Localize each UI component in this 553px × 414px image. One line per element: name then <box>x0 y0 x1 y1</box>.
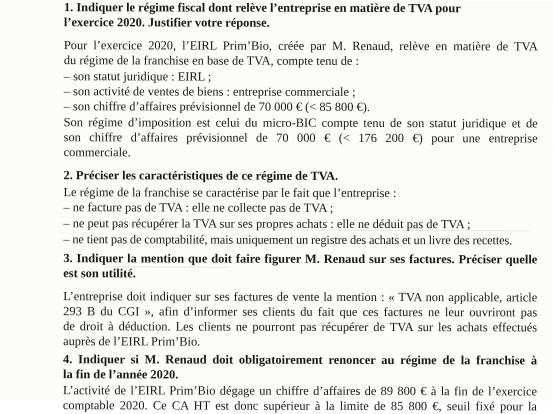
answer-1-paragraph: Pour l’exercice 2020, l’EIRL Prim’Bio, créée par M. Renaud, relève en matière de TVA <box>63 38 538 54</box>
question-2-title: 2. Préciser les caractéristiques de ce régime de TVA. <box>63 168 339 183</box>
answer-3-paragraph: auprès de l’EIRL Prim’Bio. <box>63 334 201 349</box>
question-4-title: la fin de l’année 2020. <box>63 367 179 382</box>
answer-2-intro: Le régime de la franchise se caractérise par le fait que l’entreprise : <box>63 185 397 201</box>
question-3-title: est son utilité. <box>63 266 136 281</box>
answer-3-paragraph: 293 B du CGI », afin d’informer ses clients du fait que ces factures ne leur ouvriront pas <box>63 304 538 320</box>
list-item: – son chiffre d’affaires prévisionnel de 70 000 € (< 85 800 €). <box>63 99 370 114</box>
list-item: – ne facture pas de TVA : elle ne collecte pas de TVA ; <box>63 200 334 215</box>
list-item: – ne peut pas récupérer la TVA sur ses propres achats : elle ne déduit pas de TVA ; <box>63 216 471 232</box>
answer-1-paragraph: commerciale. <box>63 145 131 160</box>
answer-4-paragraph: comptable 2020. Ce CA HT est donc supérieur à la limite de 85 800 €, seuil fixé pour la <box>62 398 537 414</box>
question-3-title: 3. Indiquer la mention que doit faire figurer M. Renaud sur ses factures. Préciser quelle <box>63 251 538 267</box>
answer-4-paragraph: L’activité de l’EIRL Prim’Bio dégage un chiffre d’affaires de 89 800 € à la fin de l’exercice <box>62 383 537 399</box>
question-4-title: 4. Indiquer si M. Renaud doit obligatoirement renoncer au régime de la franchise à <box>63 352 538 368</box>
question-1-title: l’exercice 2020. Justifier votre réponse. <box>63 15 270 30</box>
list-item: – ne tient pas de comptabilité, mais uniquement un registre des achats et un livre des recettes. <box>63 232 513 248</box>
answer-3-paragraph: L’entreprise doit indiquer sur ses factures de vente la mention : « TVA non applicable, article <box>63 289 538 305</box>
question-1-title: 1. Indiquer le régime fiscal dont relève l’entreprise en matière de TVA pour <box>63 0 461 16</box>
answer-1-paragraph: du régime de la franchise en base de TVA, compte tenu de : <box>63 53 359 68</box>
answer-3-paragraph: de droit à déduction. Les clients ne pourront pas récupérer de TVA sur les achats effectués <box>63 319 538 335</box>
answer-1-paragraph: son chiffre d’affaires prévisionnel de 70 000 € (< 176 200 €) pour une entreprise <box>63 130 538 146</box>
list-item: – son activité de ventes de biens : entreprise commerciale ; <box>63 84 356 99</box>
list-item: – son statut juridique : EIRL ; <box>63 69 212 84</box>
answer-1-paragraph: Son régime d’imposition est celui du micro-BIC compte tenu de son statut juridique et de <box>63 115 538 131</box>
